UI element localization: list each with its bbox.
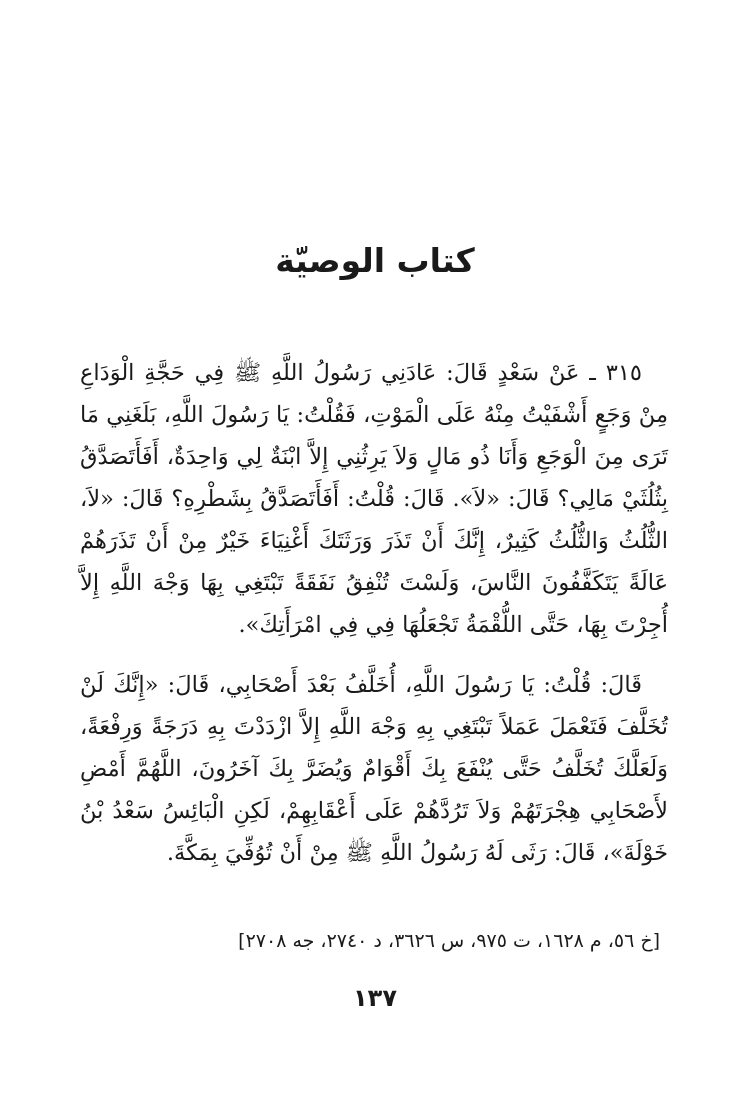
source-references: [خ ٥٦، م ١٦٢٨، ت ٩٧٥، س ٣٦٢٦، د ٢٧٤٠، جه ٢٧٠٨]: [238, 930, 660, 952]
hadith-paragraph-1: ٣١٥ ـ عَنْ سَعْدٍ قَالَ: عَادَنِي رَسُولُ اللَّهِ ﷺ فِي حَجَّةِ الْوَدَاعِ مِنْ وَجَعٍ أَشْفَيْتُ مِنْهُ عَلَى الْمَوْتِ، فَقُلْتُ: يَا رَسُولَ اللَّهِ، بَلَغَنِي مَا تَرَى مِنَ الْوَجَعِ وَأَنَا ذُو مَالٍ وَلاَ يَرِثُنِي إِلاَّ ابْنَةٌ لِي وَاحِدَةٌ، أَفَأَتَصَدَّقُ بِثُلُثَيْ مَالِي؟ قَالَ: «لاَ». قَالَ: قُلْتُ: أَفَأَتَصَدَّقُ بِشَطْرِهِ؟ قَالَ: «لاَ، الثُّلُثُ وَالثُّلُثُ كَثِيرٌ، إِنَّكَ أَنْ تَذَرَ وَرَثَتَكَ أَغْنِيَاءَ خَيْرٌ مِنْ أَنْ تَذَرَهُمْ عَالَةً يَتَكَفَّفُونَ النَّاسَ، وَلَسْتَ تُنْفِقُ نَفَقَةً تَبْتَغِي بِهَا وَجْهَ اللَّهِ إِلاَّ أُجِرْتَ بِهَا، حَتَّى اللُّقْمَةُ تَجْعَلُهَا فِي فِي امْرَأَتِكَ».: [80, 360, 668, 638]
chapter-title: كتاب الوصيّة: [275, 241, 475, 280]
page-number: ١٣٧: [353, 984, 397, 1012]
hadith-paragraph-2: قَالَ: قُلْتُ: يَا رَسُولَ اللَّهِ، أُخَلَّفُ بَعْدَ أَصْحَابِي، قَالَ: «إِنَّكَ لَنْ تُخَلَّفَ فَتَعْمَلَ عَمَلاً تَبْتَغِي بِهِ وَجْهَ اللَّهِ إِلاَّ ازْدَدْتَ بِهِ دَرَجَةً وَرِفْعَةً، وَلَعَلَّكَ تُخَلَّفُ حَتَّى يُنْفَعَ بِكَ أَقْوَامٌ وَيُضَرَّ بِكَ آخَرُونَ، اللَّهُمَّ أَمْضِ لأَصْحَابِي هِجْرَتَهُمْ وَلاَ تَرُدَّهُمْ عَلَى أَعْقَابِهِمْ، لَكِنِ الْبَائِسُ سَعْدُ بْنُ خَوْلَةَ»، قَالَ: رَثَى لَهُ رَسُولُ اللَّهِ ﷺ مِنْ أَنْ تُوُفِّيَ بِمَكَّةَ.: [80, 672, 668, 866]
